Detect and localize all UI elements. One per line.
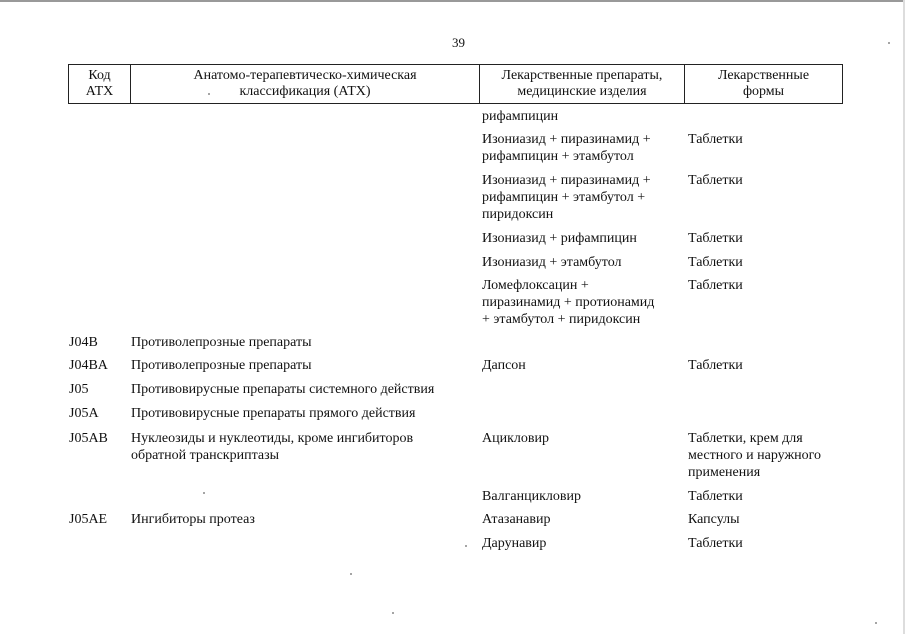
cell-code <box>69 357 108 374</box>
cell-drug-text: Изониазид + пиразинамид + <box>482 132 651 147</box>
cell-drug-text: Изониазид + этамбутол <box>482 255 622 270</box>
cell-classification-text: Нуклеозиды и нуклеотиды, кроме ингибиторов <box>131 431 414 446</box>
header-classification-line: Анатомо-терапевтическо-химическая <box>193 68 417 83</box>
cell-classification-text: Противолепрозные препараты <box>131 358 312 373</box>
scan-speck <box>392 612 394 614</box>
cell-form <box>688 230 848 247</box>
cell-classification-text: Ингибиторы протеаз <box>131 512 255 527</box>
cell-form <box>688 357 848 374</box>
cell-drug <box>482 277 672 328</box>
cell-form-text: Таблетки <box>688 231 743 246</box>
cell-form-text: Капсулы <box>688 512 740 527</box>
cell-drug-text: Изониазид + рифампицин <box>482 231 637 246</box>
cell-code-text: J04BA <box>69 358 108 373</box>
cell-drug-text: рифампицин + этамбутол <box>482 149 634 164</box>
header-forms <box>685 65 842 103</box>
scan-speck <box>888 42 890 44</box>
cell-form <box>688 172 848 189</box>
cell-code-text: J05AE <box>69 512 108 527</box>
cell-classification <box>131 381 471 398</box>
header-classification-line: классификация (АТХ) <box>239 84 371 99</box>
cell-drug-text: пиразинамид + протионамид <box>482 295 655 310</box>
cell-drug-text: Изониазид + пиразинамид + <box>482 173 651 188</box>
cell-classification-text: Противолепрозные препараты <box>131 335 312 350</box>
scan-speck <box>350 573 352 575</box>
cell-code <box>69 405 99 422</box>
header-forms-line: Лекарственные <box>717 68 810 83</box>
scan-speck <box>203 492 205 494</box>
page-number: 39 <box>452 35 465 50</box>
cell-drug-text: Дапсон <box>482 358 526 373</box>
cell-drug-text: Валганцикловир <box>482 489 581 504</box>
cell-drug-text: Дарунавир <box>482 536 547 551</box>
cell-drug <box>482 230 672 247</box>
cell-classification-text: Противовирусные препараты системного действия <box>131 382 435 397</box>
header-code-line: Код <box>88 68 111 83</box>
cell-form <box>688 131 848 148</box>
header-drugs-line: медицинские изделия <box>517 84 647 99</box>
header-classification <box>131 65 480 103</box>
cell-form <box>688 511 848 528</box>
cell-drug-text: Атазанавир <box>482 512 551 527</box>
cell-drug <box>482 511 672 528</box>
cell-drug-text: Ацикловир <box>482 431 549 446</box>
header-drugs-line: Лекарственные препараты, <box>501 68 663 83</box>
cell-drug <box>482 357 672 374</box>
cell-drug <box>482 535 672 552</box>
cell-form-text: Таблетки <box>688 489 743 504</box>
cell-classification <box>131 405 471 422</box>
table-header <box>68 64 843 104</box>
cell-drug <box>482 172 672 223</box>
cell-code <box>69 334 98 351</box>
cell-drug-text: пиридоксин <box>482 207 554 222</box>
cell-form-text: Таблетки <box>688 536 743 551</box>
cell-code <box>69 511 107 528</box>
cell-form <box>688 277 848 294</box>
cell-drug-text: Ломефлоксацин + <box>482 278 589 293</box>
cell-drug <box>482 131 672 165</box>
cell-drug <box>482 108 672 125</box>
cell-classification <box>131 511 471 528</box>
cell-code <box>69 430 108 447</box>
cell-code-text: J05AB <box>69 431 108 446</box>
cell-code-text: J05A <box>69 406 99 421</box>
cell-form-text: применения <box>688 465 761 480</box>
cell-drug-text: рифампицин + этамбутол + <box>482 190 646 205</box>
cell-form-text: Таблетки <box>688 278 743 293</box>
cell-classification <box>131 430 471 464</box>
cell-code <box>69 381 88 398</box>
header-drugs <box>480 65 685 103</box>
cell-drug <box>482 254 672 271</box>
cell-drug <box>482 430 672 447</box>
cell-form-text: местного и наружного <box>688 448 822 463</box>
cell-classification <box>131 334 471 351</box>
cell-drug <box>482 488 672 505</box>
scan-speck <box>465 545 467 547</box>
cell-form-text: Таблетки, крем для <box>688 431 803 446</box>
cell-classification-text: Противовирусные препараты прямого действия <box>131 406 416 421</box>
scan-top-edge <box>0 0 905 2</box>
cell-form <box>688 254 848 271</box>
cell-drug-text: рифампицин <box>482 109 559 124</box>
cell-form-text: Таблетки <box>688 255 743 270</box>
scan-speck <box>875 622 877 624</box>
cell-code-text: J05 <box>69 382 89 397</box>
header-code-line: АТХ <box>85 84 114 99</box>
cell-form <box>688 488 848 505</box>
cell-classification-text: обратной транскриптазы <box>131 448 280 463</box>
header-code <box>69 65 131 103</box>
cell-code-text: J04B <box>69 335 98 350</box>
cell-classification <box>131 357 471 374</box>
header-forms-line: формы <box>742 84 785 99</box>
cell-form <box>688 430 848 481</box>
cell-drug-text: + этамбутол + пиридоксин <box>482 312 641 327</box>
cell-form-text: Таблетки <box>688 358 743 373</box>
cell-form-text: Таблетки <box>688 173 743 188</box>
cell-form-text: Таблетки <box>688 132 743 147</box>
scan-speck <box>208 93 210 95</box>
cell-form <box>688 535 848 552</box>
